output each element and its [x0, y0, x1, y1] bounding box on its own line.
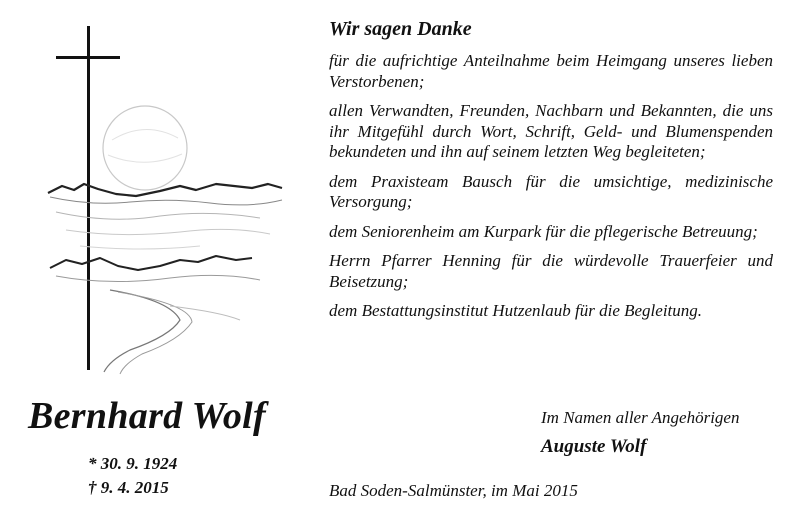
cross-icon [56, 26, 120, 370]
sun-icon [103, 106, 187, 190]
thanks-paragraph: dem Praxisteam Bausch für die umsichtige, medizinische Versorgung; [329, 171, 773, 211]
thanks-paragraph: dem Bestattungsinstitut Hutzenlaub für die Begleitung. [329, 301, 703, 320]
signature-line: Im Namen aller Angehörigen [541, 408, 740, 427]
signature-block [541, 408, 781, 458]
thanks-section [329, 18, 773, 331]
thanks-paragraph: Herrn Pfarrer Henning für die würdevolle Trauerfeier und Beisetzung; [329, 251, 773, 291]
death-date: † 9. 4. 2015 [88, 478, 169, 497]
deceased-name: Bernhard Wolf [28, 395, 266, 437]
thanks-heading: Wir sagen Danke [329, 18, 472, 40]
thanks-paragraph: allen Verwandten, Freunden, Nachbarn und Bekannten, die uns ihr Mitgefühl durch Wort, Schrift, Geld- und Blumenspenden bekundeten und ihn auf seinem letzten Weg begleiteten; [329, 101, 773, 161]
thanks-paragraph: für die aufrichtige Anteilnahme beim Heimgang unseres lieben Verstorbenen; [329, 51, 773, 91]
birth-date: * 30. 9. 1924 [88, 454, 178, 473]
life-dates [88, 452, 238, 500]
mountains-icon [48, 184, 282, 374]
thanks-paragraph: dem Seniorenheim am Kurpark für die pflegerische Betreuung; [329, 221, 758, 241]
landscape-illustration [20, 20, 290, 380]
place-date: Bad Soden-Salmünster, im Mai 2015 [329, 481, 578, 500]
signature-name: Auguste Wolf [541, 436, 647, 457]
